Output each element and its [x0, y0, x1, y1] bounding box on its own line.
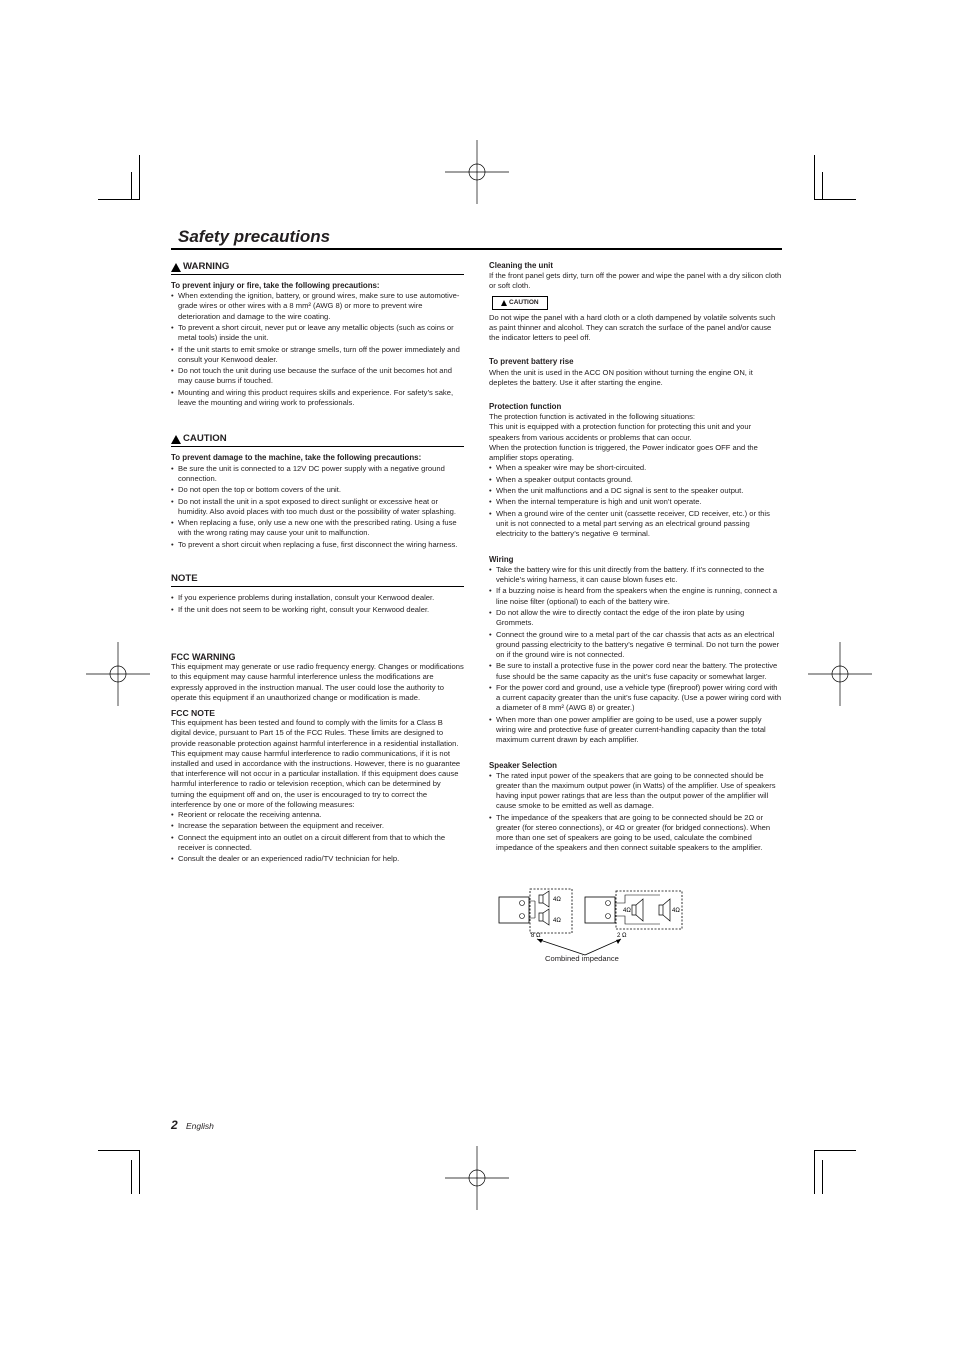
wiring-heading: Wiring: [489, 554, 514, 564]
wiring-list: [489, 565, 782, 746]
fcc-note-text: This equipment has been tested and found to comply with the limits for a Class B digital device, pursuant to Part 15 of the FCC Rules. These limits are designed to provide reasonable protection against harmful interference in a residential installation. This equipment may cause harmful interference to radio communications, if it is not installed and used in accordance with the instructions. However, there is no guarantee that interference will not occur in a particular installation. If this equipment does cause harmful interference to radio or television reception, which can be determined by turning the equipment off and on, the user is encouraged to try to correct the interference by one or more of the following measures:: [171, 718, 461, 809]
cleaning-heading: Cleaning the unit: [489, 261, 553, 270]
left-column: [171, 261, 464, 866]
list-item: • To prevent a short circuit when replacing a fuse, first disconnect the wiring harness.: [171, 540, 464, 550]
list-item: • Be sure to install a protective fuse in the power cord near the battery. The protective fuse should be the same capacity as the unit’s fuse capacity or somewhat larger.: [489, 661, 782, 681]
caution-triangle-icon: [501, 300, 507, 306]
registration-mark-icon: [445, 140, 509, 204]
list-item: • Take the battery wire for this unit directly from the battery. If it’s connected to the vehicle’s wiring harness, it can cause blown fuses etc.: [489, 565, 782, 585]
crop-mark: [139, 1150, 140, 1194]
right-column: [489, 261, 782, 855]
warning-list: [171, 291, 464, 408]
page-language: English: [186, 1121, 214, 1131]
list-item: • When the internal temperature is high and unit won’t operate.: [489, 497, 782, 507]
speaker-impedance-label: 4Ω: [553, 897, 561, 903]
list-item: • If the unit does not seem to be working right, consult your Kenwood dealer.: [171, 605, 464, 615]
crop-mark: [814, 1150, 815, 1194]
protection-heading: Protection function: [489, 402, 562, 412]
list-item: • Mounting and wiring this product requires skills and experience. For safety’s sake, leave the mounting and wiring work to professionals.: [171, 388, 464, 408]
list-item: • When the unit malfunctions and a DC signal is sent to the speaker output.: [489, 486, 782, 496]
protection-text: When the protection function is triggered, the Power indicator goes OFF and the amplifier stops operating.: [489, 442, 758, 463]
list-item: • Do not open the top or bottom covers of the unit.: [171, 485, 464, 495]
fcc-note-list: [171, 810, 464, 865]
list-item: • For the power cord and ground, use a vehicle type (fireproof) power wiring cord with a current capacity greater than the unit’s fuse capacity. (Use a power wiring cord with a diameter of 8 mm² (AWG 8) or greater.): [489, 683, 782, 714]
list-item: • If you experience problems during installation, consult your Kenwood dealer.: [171, 593, 464, 603]
crop-mark: [139, 155, 140, 200]
list-item: • Do not allow the wire to directly contact the edge of the iron plate by using Grommets.: [489, 608, 782, 628]
registration-mark-icon: [445, 1146, 509, 1210]
warning-heading: WARNING: [171, 261, 464, 275]
note-list: [171, 593, 464, 615]
cleaning-caution-text: Do not wipe the panel with a hard cloth or a cloth dampened by volatile solvents such as paint thinner and alcohol. They can scratch the surface of the panel and/or cause the indicator letters to peel off.: [489, 312, 776, 343]
speaker-impedance-label: 4Ω: [553, 918, 561, 924]
battery-heading: To prevent battery rise: [489, 357, 574, 367]
list-item: • The rated input power of the speakers that are going to be connected should be greater than the maximum output power (in Watts) of the amplifier. Use of speakers having input power ratings that are less than the output power of the amplifier will cause smoke to be emitted as well as damage.: [489, 771, 782, 812]
list-item: • Reorient or relocate the receiving antenna.: [171, 810, 464, 820]
crop-mark: [814, 1150, 856, 1151]
protection-list: [489, 463, 782, 539]
list-item: • Do not install the unit in a spot exposed to direct sunlight or excessive heat or humidity. Also avoid places with too much dust or the possibility of water splashing.: [171, 497, 464, 517]
fcc-warning-heading: FCC WARNING: [171, 651, 236, 662]
crop-mark: [814, 199, 856, 200]
cleaning-text: If the front panel gets dirty, turn off the power and wipe the panel with a dry silicon cloth or soft cloth.: [489, 271, 782, 291]
caution-heading: CAUTION: [171, 433, 464, 447]
speaker-impedance-label: 4Ω: [623, 908, 631, 914]
list-item: • Do not touch the unit during use because the surface of the unit becomes hot and may cause burns if touched.: [171, 366, 464, 386]
list-item: • To prevent a short circuit, never put or leave any metallic objects (such as coins or metal tools) inside the unit.: [171, 323, 464, 343]
list-item: • When replacing a fuse, only use a new one with the prescribed rating. Using a fuse with the wrong rating may cause your unit to malfunction.: [171, 518, 464, 538]
list-item: • Connect the equipment into an outlet on a circuit different from that to which the receiver is connected.: [171, 833, 464, 853]
crop-mark: [131, 1160, 132, 1194]
warning-subheading: To prevent injury or fire, take the following precautions:: [171, 281, 380, 290]
list-item: • When a ground wire of the center unit (cassette receiver, CD receiver, etc.) or this unit is not connected to a metal part serving as an electrical ground passing electricity to the battery’s negative ⊖ terminal.: [489, 509, 782, 540]
caution-badge: CAUTION: [492, 296, 548, 310]
page-title: Safety precautions: [178, 227, 331, 246]
note-heading: NOTE: [171, 573, 464, 587]
list-item: • The impedance of the speakers that are going to be connected should be 2Ω or greater (for stereo connections), or 4Ω or greater (for bridged connections). When more than one set of speakers are going to be used, calculate the combined impedance of the speakers and then connect suitable speakers to the amplifier.: [489, 813, 782, 854]
battery-text: When the unit is used in the ACC ON position without turning the engine ON, it depletes the battery. Use it after starting the engine.: [489, 367, 753, 387]
list-item: • When a speaker output contacts ground.: [489, 475, 782, 485]
protection-text: The protection function is activated in the following situations:: [489, 412, 695, 422]
diagram-caption: Combined impedance: [545, 954, 619, 963]
title-rule: [171, 248, 782, 250]
combined-impedance-label: 2 Ω: [617, 933, 627, 939]
crop-mark: [814, 155, 815, 200]
series-connection: [499, 889, 572, 939]
list-item: • If the unit starts to emit smoke or strange smells, turn off the power immediately and consult your Kenwood dealer.: [171, 345, 464, 365]
crop-mark: [822, 172, 823, 199]
speaker-list: [489, 771, 782, 854]
caution-triangle-icon: [171, 435, 181, 444]
list-item: • When more than one power amplifier are going to be used, use a power supply wiring wire and protective fuse of greater current-handling capacity than the total maximum current drawn by each amplifier.: [489, 715, 782, 746]
list-item: • Be sure the unit is connected to a 12V DC power supply with a negative ground connection.: [171, 464, 464, 484]
caution-subheading: To prevent damage to the machine, take the following precautions:: [171, 453, 422, 463]
warning-triangle-icon: [171, 263, 181, 272]
crop-mark: [131, 172, 132, 199]
list-item: • Connect the ground wire to a metal part of the car chassis that acts as an electrical ground passing electricity to the battery’s negative ⊖ terminal. Do not turn the power on if the ground wire is not connected.: [489, 630, 782, 661]
protection-text: This unit is equipped with a protection function for protecting this unit and your speakers from various accidents or problems that can occur.: [489, 422, 752, 442]
list-item: • Consult the dealer or an experienced radio/TV technician for help.: [171, 854, 464, 864]
combined-impedance-label: 8 Ω: [531, 933, 541, 939]
speaker-heading: Speaker Selection: [489, 760, 557, 770]
fcc-note-heading: FCC NOTE: [171, 707, 215, 718]
registration-mark-icon: [86, 642, 150, 706]
fcc-warning-text: This equipment may generate or use radio frequency energy. Changes or modifications to this equipment may cause harmful interference unless the modifications are expressly approved in the instruction manual. The user could lose the authority to operate this equipment if an unauthorized change or modification is made.: [171, 662, 464, 702]
list-item: • Increase the separation between the equipment and receiver.: [171, 821, 464, 831]
list-item: • If a buzzing noise is heard from the speakers when the engine is running, connect a line noise filter (optional) to each of the battery wire.: [489, 586, 782, 606]
list-item: • When extending the ignition, battery, or ground wires, make sure to use automotive-grade wires or other wires with a 8 mm² (AWG 8) or more to prevent wire deterioration and damage to the wire coating.: [171, 291, 464, 322]
caution-list: [171, 464, 464, 550]
crop-mark: [98, 1150, 140, 1151]
crop-mark: [822, 1160, 823, 1194]
speaker-impedance-label: 4Ω: [672, 908, 680, 914]
arrows: [537, 939, 621, 955]
crop-mark: [98, 199, 140, 200]
list-item: • When a speaker wire may be short-circuited.: [489, 463, 782, 473]
page-number: 2: [171, 1118, 178, 1132]
parallel-connection: [585, 891, 682, 939]
registration-mark-icon: [808, 642, 872, 706]
